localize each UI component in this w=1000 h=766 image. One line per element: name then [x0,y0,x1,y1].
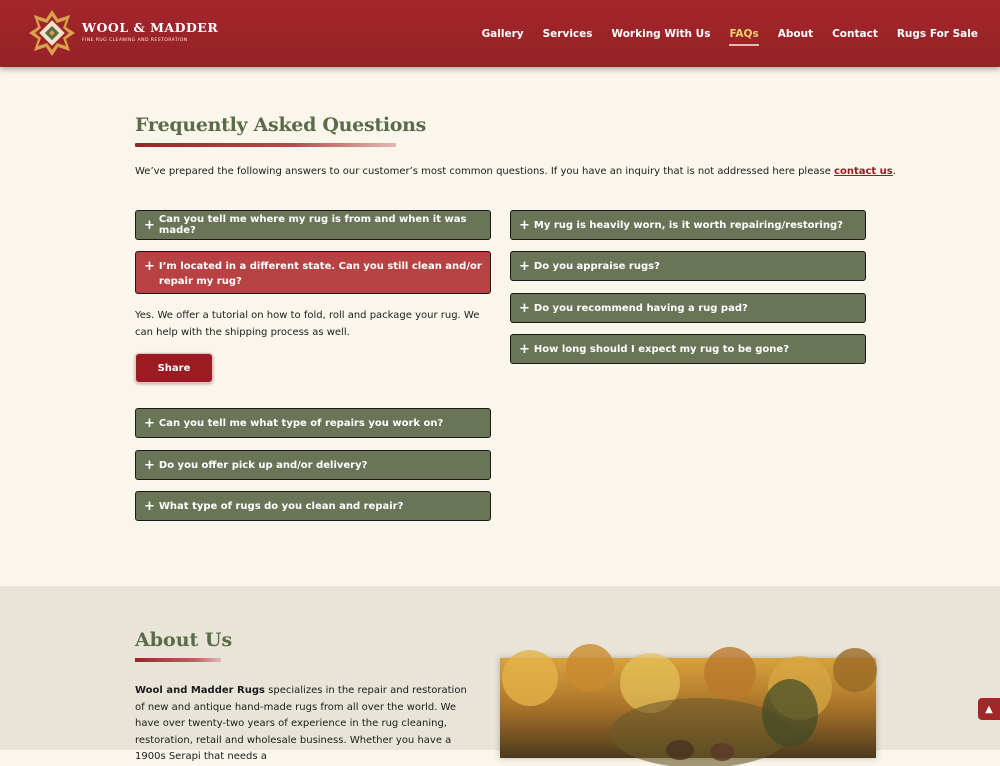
about-body: specializes in the repair and restoration of new and antique hand-made rugs from all over the world. We have over twenty-two years of experience in the rug cleaning, restoration, retail and wholesale business. Whether you have a 1900s Serapi that needs a [135,685,467,762]
autumn-photo-image [500,658,876,758]
site-header [0,0,1000,67]
faq-question-rug-types[interactable] [135,491,491,521]
brand-tagline: FINE RUG CLEANING AND RESTORATION [82,38,188,43]
faq-question-pickup-delivery[interactable] [135,450,491,480]
logo-icon[interactable] [28,9,76,57]
plus-icon: + [519,341,530,357]
intro-end: . [892,166,896,177]
brand-name: WOOL & MADDER [82,20,219,35]
main-nav [463,0,978,67]
plus-icon: + [519,217,530,233]
page-title: Frequently Asked Questions [135,114,427,136]
faq-question-different-state[interactable] [135,251,491,294]
about-title: About Us [135,629,233,651]
plus-icon: + [144,457,155,473]
nav-rugs-for-sale[interactable]: Rugs For Sale [896,27,978,40]
title-underline [135,143,396,147]
question-label: I’m located in a different state. Can you still clean and/or repair my rug? [158,261,482,287]
about-section [0,586,1000,762]
question-label: What type of rugs do you clean and repair? [158,500,404,512]
question-label: Can you tell me what type of repairs you work on? [158,417,444,429]
plus-icon: + [144,415,155,431]
nav-gallery[interactable]: Gallery [481,27,524,40]
question-label: Do you offer pick up and/or delivery? [158,459,368,471]
plus-icon: + [144,259,155,274]
faq-section [0,67,1000,586]
question-label: Do you appraise rugs? [533,260,660,272]
scroll-to-top-button[interactable] [978,698,1000,720]
about-underline [135,658,221,662]
faq-question-rug-pad[interactable] [510,293,866,323]
faq-answer: Yes. We offer a tutorial on how to fold, roll and package your rug. We can help with the shipping process as well. [135,310,480,338]
nav-faqs[interactable]: FAQs [729,25,758,43]
question-label: Do you recommend having a rug pad? [533,302,748,314]
nav-contact[interactable]: Contact [832,27,878,40]
question-label: Can you tell me where my rug is from and when it was made? [158,214,467,236]
question-label: My rug is heavily worn, is it worth repairing/restoring? [533,219,843,231]
about-text [135,683,475,766]
share-button[interactable]: Share [135,353,213,383]
about-lead: Wool and Madder Rugs [135,685,265,696]
plus-icon: + [519,258,530,274]
nav-about[interactable]: About [777,27,814,40]
faq-question-heavily-worn[interactable] [510,210,866,240]
plus-icon: + [519,300,530,316]
plus-icon: + [144,498,155,514]
nav-working-with-us[interactable]: Working With Us [611,27,711,40]
faq-question-appraise[interactable] [510,251,866,281]
plus-icon: + [144,217,155,233]
faq-question-rug-origin[interactable] [135,210,491,240]
faq-question-how-long[interactable] [510,334,866,364]
chevron-up-icon: ▲ [985,703,993,715]
faq-intro [135,166,896,177]
faq-question-repair-types[interactable] [135,408,491,438]
about-photo [500,658,876,758]
brand[interactable] [82,20,218,43]
nav-services[interactable]: Services [542,27,593,40]
intro-text: We’ve prepared the following answers to our customer’s most common questions. If you have an inquiry that is not addressed here please [135,166,835,177]
contact-us-link[interactable]: contact us [834,166,893,177]
question-label: How long should I expect my rug to be gone? [533,343,790,355]
